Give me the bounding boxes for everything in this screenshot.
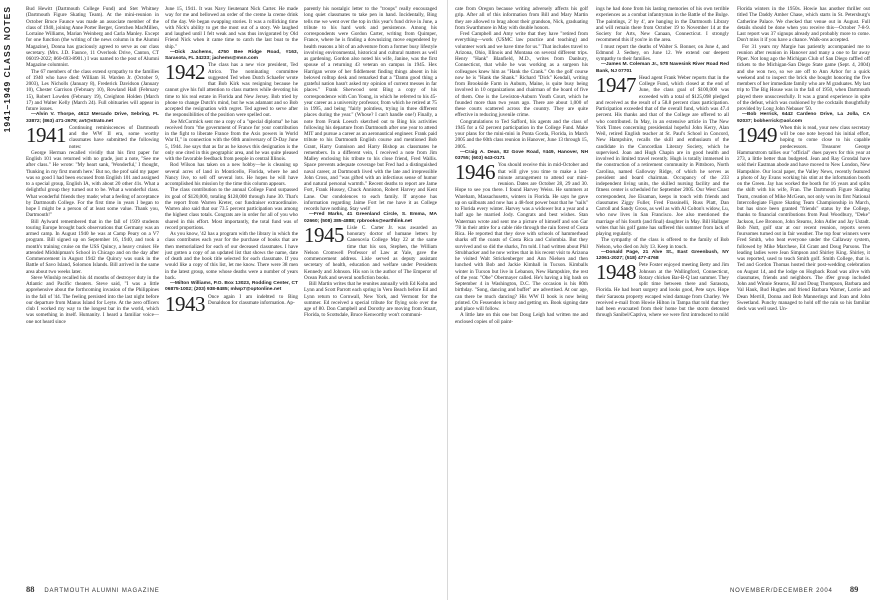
paragraph <box>165 62 298 118</box>
class-notes-rail <box>0 0 21 600</box>
paragraph: Bill Aylward remembered that in the fall of 1939 students touring Europe brought back observations that Germany was an armed camp. In August 1940 he was at Camp Peary on a V7 program. Bill signed up on September 16, 1940, and took a month's training cruise on the USS Quincy, a heavy cruiser. He attended Midshipman's School in Chicago and on the day after Commencement in August 1942 the Quincy was sunk in the Battle of Savo Island, Solomon Islands. Bill arrived in the same area about two weeks later. <box>26 218 159 275</box>
paragraph: The sympathy of the class is offered to the family of Bob Nelson, who died on July 13. Keep in touch. <box>596 237 729 250</box>
paragraph <box>165 291 298 316</box>
column-2 <box>165 6 298 578</box>
paragraph: Bill Martin writes that he reunites annually with Ed Kohn and Lynn and Scott Parrott each spring in Vero Beach before Ed and Lynn return to Cornwall, New York, and Vermont for the summer. Ed received a special tribute for flying solo over the age of 80. Don Campbell and Dorothy are moving from Stuart, Florida, to Scottsdale, Bruce Kenworthy won't communi- <box>304 281 437 319</box>
class-year-1949: 1949 <box>737 122 777 147</box>
rail-label: 1941–1949 CLASS NOTES <box>2 6 12 133</box>
signature-1941: —Dick Jachems, 4750 Bee Ridge Road, #163, Sarasota, FL 34233; jachems@msn.com <box>165 49 298 61</box>
class-year-1947: 1947 <box>596 72 636 97</box>
paragraph: cate from Oregon because writing adversely affects his golf grip. After all of this information from Bill and Mary Martin they are allowed to brag about their grandson, Nick, graduating from Swarthmore in May with double honors. <box>455 6 588 31</box>
paragraph <box>596 72 729 238</box>
paragraph: A little late on this one but Doug Leigh had written me and enclosed copies of oil paint- <box>455 312 588 325</box>
magazine-title: DARTMOUTH ALUMNI MAGAZINE <box>44 588 160 594</box>
column-1 <box>26 6 159 578</box>
paragraph-text: You should receive this in mid-October and that will give you time to make a last-minute arrangement to attend our mini-reunion. Dates are October 28, 29 and 30. Hope to see you there. I found Harvey Weiss. He summers at Wareham, Massachusetts, winters in Florida. He says he gave up on sailboats and now has a 48-foot power boat that he "sails" to Florida every winter. Harvey was a widower but a year and a half ago he married Jody. Congrats and best wishes. Stan Waterman wrote and sent me a picture of himself and son Gar '78 in their attire for a cable ride through the rain forest of Costa Rica. He reported that they dove with schools of hammerhead sharks off the coasts of Costa Rica and Colombia. But they survived and so did the sharks, I'm told. I had written about Phil Strubhacker and he now writes that in his recent visit to Arizona he visited Walt Strickenberger and Ann Nielsen and then lunched with Bob and Jackie Kimball in Tucson. Kimballs winter in Tucson but live in Lebanon, New Hampshire, the rest of the year. "Obe" Obermayer called. He's having a big bash on September 4 in Washington, D.C. The occasion is his 80th birthday. "Song, dancing and buffet" are advertised. At our age, can there be much dancing? His WW II book is now being printed. Ox Fessenden is busy and getting on. Book signing date and place will follow. <box>455 162 588 312</box>
paragraph <box>455 162 588 312</box>
paragraph: Fred Campbell and Amy write that they have "retired from everything—work (USMC law practice and teaching) and volunteer work and we have time for us." That includes travel to Arizona, Ohio, Illinois and Montana on several different trips. Henry "Hank" Blanfield, M.D., writes from Danbury, Connecticut, that while he was working as a surgeon his colleagues knew him as "Hank the Crank." On the golf course now he is "Hank the Shank." Richard "Dick" Kendall, writing from Brookside Farm in Auburn, Maine, is quite busy being involved in 10 organizations and chairman of the board of five of them. One is the Lewiston-Auburn Youth Court, which he founded more than two years ago. There are about 1,000 of these courts scattered across the country. They are quite effective in reducing juvenile crime. <box>455 31 588 119</box>
class-year-1946: 1946 <box>455 160 495 185</box>
class-year-1941: 1941 <box>26 122 66 147</box>
signature-1948: —Bob Herrick, 6442 Cardeno Drive, La Jolla, CA 92037; bobherrick@aol.com <box>737 112 870 124</box>
paragraph: For 31 years my Margie has patiently accompanied me to reunion after reunion in Hanover and many a one to far away Piper. Not long ago the Michigan Club of San Diego raffled off tickets to the Michigan-San Diego State game (Sept. 4, 2004) and she won two, so we are off to Ann Arbor for a quick weekend and to inspect the brick she bought honoring the five members of her immediate family who are M graduates. My last trip to The Big House was in the fall of 1950, when Dartmouth played there unsuccessfully. It was a grand experience in spite of the defeat, which was cushioned by the cocktails thoughtfully provided by Long John Nebauer '50. <box>737 43 870 112</box>
paragraph <box>304 222 437 281</box>
paragraph: ings he had done from his lasting memories of his own terrible experiences as a combat infantryman in the Battle of the Bulge. The paintings, 2' by 4', are hanging in the Dartmouth Library and will remain there from October 19 to November 14 at the Society for Arts, New Canaan, Connecticut. I strongly recommend this if you're in the area. <box>596 6 729 44</box>
page-gutter <box>447 0 448 600</box>
paragraph-text: Head agent Frank Weber reports that in the College Fund, which closed at the end of June, the class goal of $100,000 was exceeded with a total of $125,098 pledged and received as the result of a 58.8 percent class participation. Participation exceeded that of the overall fund, which was 47.4 percent. His thanks and that of the College are offered to all who contributed. In May, in an extensive article in The New York Times concerning presidential hopeful John Kerry, Alan Weil, retired English teacher at St. Paul's School in Concord, New Hampshire, recalls the skill and enthusiasm of the candidate in the Concordian Literary Society, which he supervised. Joan and Hugh Chapin are in good health and involved in limited travel recently. Hugh is totally immersed in the construction of a retirement community in Pittsboro, North Carolina, named Galloway Ridge, of which he serves as president and board chairman. Occupancy of the 233 independent living units, the skilled nursing facility and the fitness center is scheduled for September 2005. Our West Coast correspondent, Joe Eisaman, keeps in touch with friends and classmates Ziggy Fuller, Fred Frassinelli, Russ Platt, Dan Carroll and Sandy Gross, as well as with Al Colton's widow, Lu, who now lives in San Francisco. Joe also mentioned the marriage of his fourth (and final) daughter in May. Bill Hallager writes that his golf game has suffered this summer from lack of playing regularly. <box>596 74 729 237</box>
paragraph: Bud Hewitt (Dartmouth College Fund) and Stet Whitney (Dartmouth Figure Skating Team). At the mini-reunion in October Bruce Faunce was made an associate member of the class of 1940, joining Anne Porter Berger, Gretchen MacMillen, Lorraine Williams, Marian Weinberg and Carla Manley. Except for one function (the writing of the news column in the Alumni Magazine), Donna has graciously agreed to serve as our class secretary. (Mrs. J.D. Faunce, 11 Overlook Drive, Canton, CT 06019-2022; 860-693-8901.) I was named to the post of Alumni Magazine columnist. <box>26 6 159 69</box>
paragraph: Congratulations to Ted Safford, his agents and the class of 1945 for a 62 percent participation in the College Fund. Make your plans for the mini-mini in Punta Gorda, Florida, in March 2005 and the 60th class reunion in Hanover, June 13 through 15, 2005. <box>455 118 588 150</box>
issue-date: NOVEMBER/DECEMBER 2004 <box>730 588 833 594</box>
column-5 <box>596 6 729 578</box>
class-year-1942: 1942 <box>165 60 205 85</box>
column-3 <box>304 6 437 578</box>
paragraph: Joe McCormick sent me a copy of a "special diploma" he has received from "the government of France for your contribution in the fight to liberate France from the Axis powers in World War II," in connection with the 60th anniversary of D-Day June 5, 1944. Joe says that as far as he knows this designation is the only one cited in this geographic area, and he was quite pleased with the favorable feedback from people in central Illinois. <box>165 118 298 162</box>
signature-1947: —Donald Page, 21 Alve St., East Greenbush, NY 12061-2027; (518) 477-4768 <box>596 249 729 261</box>
paragraph-text: When this is read, your new class secretary will be one note beyond his initial effort, hoping to come close to his capable predecessors. Treasurer George Hammarstrom tallies our "official" dues payers for this year at 273, a little better than budgeted. Jean and Ray Grondal have sold their Eastman abode and have moved to New London, New Hampshire. Our local paper, the Valley News, recently featured a photo of Jay Evans working his stint at the information booth on the Green. Jay has worked the booth for 16 years and splits the shift with his wife, Fran. The Dartmouth Figure Skating Team, creation of Mike McGean, not only won its first National Intercollegiate Figure Skating Team Championship in March, but has since been granted "friends" status by the College, thanks to financial contributions from Paul Woodbury, "Deke" Jackson, Lee Bronson, John Stearns, John Adler and Jay Ustadt. Bob Nutt, golf star at our recent reunion, reports seven foursomes turned out in fair weather. The top four winners were Fred Smith, who beat everyone under the Callaway system, followed by Mike Marchese, Ed Grant and Doug Parsons. The leading ladies were Jean Simpson and Shirley King. Shirley, it was reported, used to teach Smith golf. Smith College, that is. Ted and Gordon Thomas hosted their post-wedding celebration on August 14, and the lodge on Hogback Road was alive with classmates, friends and neighbors. The 49er group included John and Winnie Stearns, BJ and Doug Thompson, Barbara and Val Hauk, Bud Hughes and friend Barbara Warner, Lorrie and Dean Merrill, Donna and Bob Mannerings and Joan and John Sweetland. Punchy managed to hold off the rain so his familiar deck was well used. Un- <box>737 124 870 312</box>
paragraph: parently his nostalgic letter to the "troops" really encouraged long quiet classmates to take pen in hand. Incidentally, Bing tells me we went over the top in this year's fund drive in June, a tribute to his hard work and persistence. Among his correspondents were Gordon Carter, writing from Quimper, France, where he is finding a downsizing move engendered by health reasons a bit of an adventure from a former busy lifestyle involving environmental, historical and cultural matters as well as gardening. Gordon also noted his wife, Janine, was the first spouse of a returning 43 veteran on campus in 1945. Hex Harrigan wrote of her fiddlement finding things absent in his beloved rolltop desk and remarked that a "Damn good thing a grateful nation hasn't asked my opinion of current messes in far places." Frank Sherwood sent Bing a copy of his correspondence with Con Young, in which he referred to his 45-year career as a university professor, from which he retired at 75 in 1995, and being "fairly pointless, trying in three different places during the year." (Whose? I can't handle one!) Finally, a note from Frank Loesch sketched out to Bing his activities following his departure from Dartmouth after one year to attend MIT and pursue a career as an aeronautical engineer. Frank paid tribute to his Dartmouth English course and mentioned Bob Grant, Harry Gunnison and Harry Bishop as classmates he remembers. In a different vein, I received a note from Jim Malley enclosing his tribute to his close friend, Fred Wallis. Space prevents adequate coverage but Fred had a distinguished naval career, at Dartmouth lived with the late and irrepressible John Cross, and "was gifted with an infectious sense of humor and natural personal warmth." Recent deaths to report are Jame Fort, Frank Hussey, Chuck Anniston, Robert Harvey and Kent Lane. Our condolences to each family. If anyone has information regarding Jaime Fort let me have it as College records have nothing. Stay well! <box>304 6 437 212</box>
paragraph: I must report the deaths of Walter S. Bonner, on June 4, and Edmund J. Sedney, on June 12. We extend our deepest sympathy to their families. <box>596 43 729 62</box>
footer-left <box>26 584 160 594</box>
paragraph-text: The class has a new vice president, Ted Atrico. The nominating committee suggested Ted when Dutch Schaefer wrote that Bob Kirk was resigning because he cannot give his full attention to class matters while devoting his time to his real estate in Florida and New Jersey. Bob tried by phone to change Dutch's mind, but he was adamant and so Bob accepted the resignation with regret. Ted agreed to serve after the responsibilities of the position were spelled out. <box>165 62 298 119</box>
paragraph: As you know, '42 has a program with the library in which the class contributes each year for the purchase of books that are then memorialized for each of our deceased classmates. I have just gotten a copy of an updated list that shows the name, date of death and the book title selected for each classmate. If you would like a copy of this list, let me know. There were 38 men in the latest group, some whose deaths were a number of years back. <box>165 231 298 281</box>
paragraph-text: Pete Foster enjoyed meeting Betty and Jim Johnson at the Wallingford, Connecticut, Rotary chicken Bar-B-Q last summer. They split time between there and Sarasota, Florida. He had heart surgery and looks good, Pete says. Hope their Sarasota property escaped wind damage from Charley. We received e-mail from Howie Hilton in Tampa that told that they had been evacuated from their home but the storm detoured through Sanibel/Captiva, where we were first introduced to mild <box>596 262 729 319</box>
footer-right <box>730 584 858 594</box>
class-year-1948: 1948 <box>596 260 636 285</box>
signature-1945: —Craig A. Dean, 82 Gove Road, #449, Hanover, NH 03755; (603) 643-0171 <box>455 149 588 161</box>
page-number-right: 89 <box>849 584 859 594</box>
paragraph: Rod Wilson has taken on a new hobby—he is cleaning up several acres of land in Monticello, Florida, where he and Nancy live, to sell off several lots. He hopes he will have accomplished his mission by the time this column appears. <box>165 162 298 187</box>
signature-1942: —Milton Williams, P.O. Box 13023, Rodding Center, CT 06875-1002; (203) 938-8485; mlwp7@optonline.net <box>165 281 298 293</box>
paragraph <box>596 262 729 318</box>
column-6 <box>737 6 870 578</box>
signature-1943: —Fred Marks, 41 Greenland Circle, S. Emma, MA 02660; (508) 385-4888; rpbrooks@earthlink.net <box>304 212 437 224</box>
signature-1946: —James M. Coleman Jr., 578 Navesink River Road Red Bank, NJ 07701 <box>596 62 729 74</box>
class-year-1943: 1943 <box>165 291 205 316</box>
paragraph-text: Continuing reminiscences of Dartmouth and the WW II era, some worthy classmates have submitted the following notes: <box>69 124 159 150</box>
paragraph: George Herman recalled vividly that his first paper for English 101 was returned with no grade, just a note, "See me after class." He wrote: "My heart sank, 'Wonderful,' I thought, 'flunking in my first month here.' But no, the prof said my paper was so good I had been excused from English 101 and assigned to a special group, English IA, with about 20 other 41s. What a delightful group they turned out to be. What a wonderful class. What wonderful friends they made; what a feeling of acceptance by Dartmouth College. For the first time in years I began to hope I might be a person of at least some value. Thank you, Dartmouth!" <box>26 149 159 219</box>
class-year-1945: 1945 <box>304 222 344 247</box>
column-4 <box>455 6 588 578</box>
paragraph <box>737 122 870 313</box>
paragraph: June 15, 1941. It was Navy lieutenant Nick Carter. He made way for me and bellowed an order of the creme la creme drink of the day. We began swapping stories. It was a rollicking time with Nick's ability to get the most out of a story. We laughed and laughed until I felt weak and was thus invigorated by Old Friend Nick when it came time to catch the last boat to the ship." <box>165 6 298 50</box>
paragraph-text: Once again I am indebted to Bing Donaldson for classmate information. Ap- <box>208 293 298 306</box>
page-number-left: 88 <box>26 584 35 594</box>
paragraph: The class contribution to the annual College Fund surpassed its goal of $120,000, totaling $128,000 through June 30. That's the report from Warren Kreter, our fundraiser extraordinaire. Warren also said that our 73.5 percent participation was among the highest class totals. Congrats are in order for all of you who shared in this effort. Most importantly, the total fund was of record proportions. <box>165 187 298 231</box>
paragraph: The 67 members of the class extend sympathy to the families of 1940 who have died: William H. Warden Jr. (October 9, 2003), Les Nicholls (January 8), Frederick Davidson (January 10), Chester Garrison (February 10), Rowland Hall (February 15), Robert Lowden (February 19), Creighton Holden (March 17) and Walter Kelly (March 24). Full obituaries will appear in future issues. <box>26 68 159 112</box>
paragraph <box>26 122 159 150</box>
signature-1940: —Alvin V. Thorpe, 4612 Mercado Drive, Sebring, FL 33872; (863) 471-2679; avt@strato.net <box>26 112 159 124</box>
paragraph-text: Lisle C. Carter Jr. was awarded an honorary doctor of humane letters by Canenovia College May 22 at the same time that his son, Stephen, the William Nelson Cromwell Professor of Law at Yale, gave the commencement address. Lisle served as deputy assistant secretary of health, education and welfare under Presidents Kennedy and Johnson. His son is the author of The Emperor of Ocean Park and several nonfiction books. <box>304 224 437 281</box>
paragraph: Florida winters in the 1950s. Howie has another thriller out titled The Daddy Amber Chase, which starts in St. Petersburg's Catherine Palace. We checked that venue out in August. Full details should be done when you receive this—October 7-8-9. Last report was 37 signups already and probably more to come. Don't miss it if you have a chance. Walk-ons accepted. <box>737 6 870 44</box>
paragraph: Steve Winship recalled his 44 months of destroyer duty in the Atlantic and Pacific theaters. Steve said, "I was a little apprehensive about the forthcoming invasion of the Philippines in the fall of '44. The feeling persisted into the last night before our departure from Manus Island for Leyte. At the zero officers club I worked my way to the longest bar in the world, which was something in itself. Humanity. I heard a familiar voice—one not heard since <box>26 274 159 325</box>
